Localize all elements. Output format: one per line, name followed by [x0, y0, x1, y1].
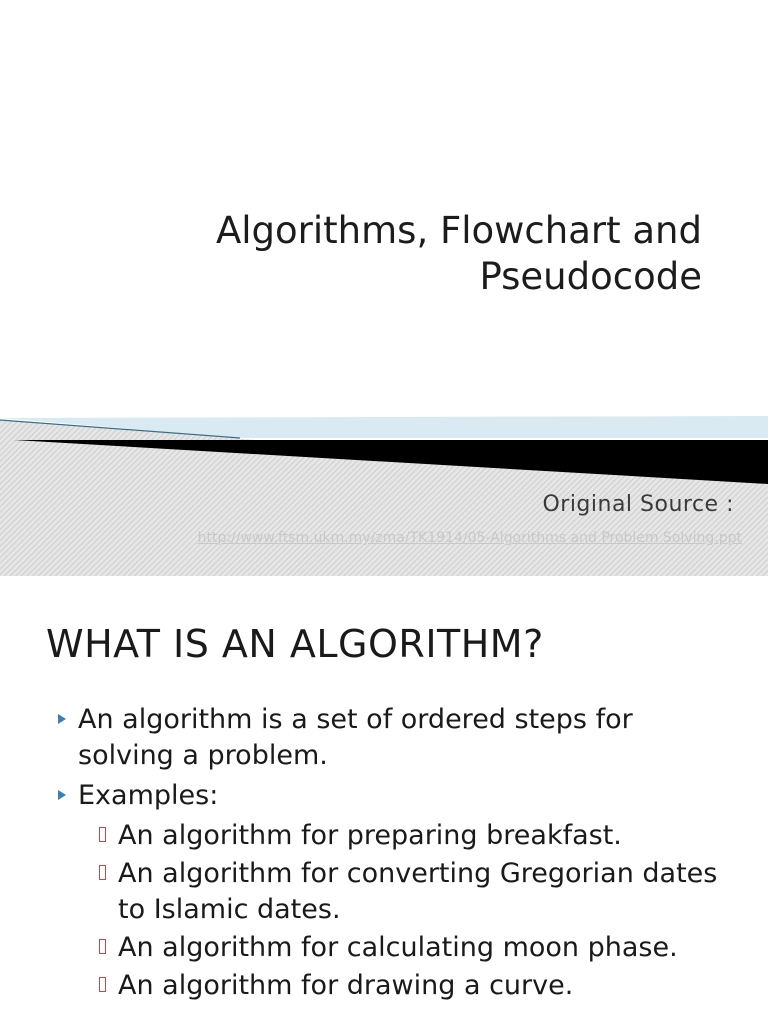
content-slide: [0, 600, 768, 1024]
sub-bullet-item: [0, 930, 768, 966]
sub-bullet-text: An algorithm for preparing breakfast.: [118, 820, 622, 851]
box-bullet-icon: [99, 939, 106, 954]
sub-bullet-text: An algorithm for drawing a curve.: [118, 970, 574, 1001]
slide-title-line-2: Pseudocode: [479, 255, 702, 298]
sub-bullet-text: An algorithm for calculating moon phase.: [118, 932, 678, 963]
bullet-item: [0, 702, 768, 774]
triangle-bullet-icon: [58, 790, 66, 800]
box-bullet-icon: [99, 977, 106, 992]
sub-bullet-item: [0, 968, 768, 1004]
box-bullet-icon: [99, 827, 106, 842]
box-bullet-icon: [99, 865, 106, 880]
bullet-text: Examples:: [78, 780, 219, 811]
slide-heading: WHAT IS AN ALGORITHM?: [46, 622, 544, 666]
sub-bullet-text: An algorithm for converting Gregorian dates to Islamic dates.: [118, 858, 718, 925]
slide-title: [102, 208, 702, 300]
sub-bullet-item: [0, 818, 768, 854]
source-link[interactable]: http://www.ftsm.ukm.my/zma/TK1914/05-Algorithms and Problem Solving.ppt: [197, 530, 742, 546]
bullet-text: An algorithm is a set of ordered steps for solving a problem.: [78, 704, 633, 771]
bullet-list: [0, 702, 768, 1006]
slide-title-line-1: Algorithms, Flowchart and: [215, 209, 702, 252]
source-label: Original Source :: [542, 492, 734, 517]
triangle-bullet-icon: [58, 714, 66, 724]
sub-bullet-item: [0, 856, 768, 928]
bullet-item: [0, 778, 768, 814]
